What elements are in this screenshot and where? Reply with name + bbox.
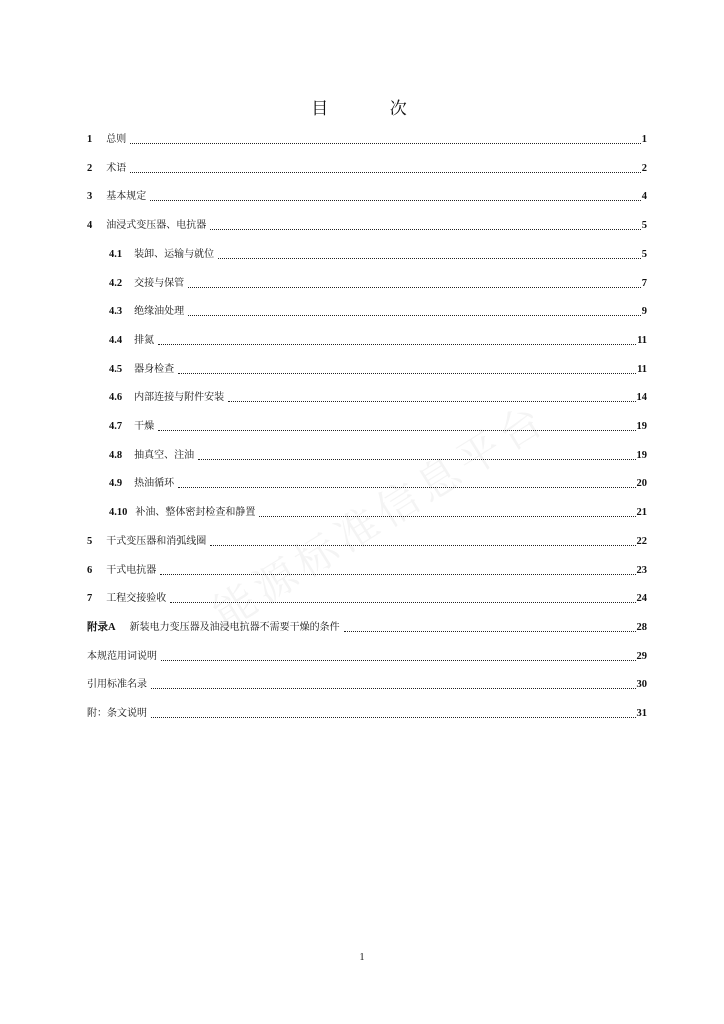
toc-leader-dots (158, 342, 636, 345)
toc-entry-page: 24 (636, 593, 647, 605)
toc-entry-number: 4.1 (109, 248, 123, 260)
toc-leader-dots (228, 399, 635, 402)
toc-entry-number: 4.3 (109, 306, 123, 318)
toc-entry-label: 器身检查 (134, 363, 175, 375)
toc-entry-number: 4.7 (109, 421, 123, 432)
toc-entry-page: 2 (641, 162, 647, 174)
toc-entry-page: 14 (636, 392, 647, 404)
toc-entry-number: 7 (87, 593, 93, 605)
toc-entry-label: 绝缘油处理 (134, 306, 185, 318)
toc-entry-label: 新装电力变压器及油浸电抗器不需要干燥的条件 (129, 621, 340, 633)
toc-leader-dots (170, 600, 635, 603)
toc-entry[interactable] (109, 275, 647, 291)
toc-entry-page: 5 (641, 248, 647, 260)
toc-leader-dots (210, 543, 635, 546)
toc-entry-label: 补油、整体密封检查和静置 (135, 507, 256, 519)
toc-leader-dots (188, 285, 641, 288)
toc-entry-label: 抽真空、注油 (134, 449, 195, 461)
toc-entry-page: 19 (636, 449, 647, 461)
toc-entry-number: 4.9 (109, 478, 123, 490)
toc-entry[interactable] (87, 676, 647, 692)
toc-entry-label: 干燥 (134, 421, 155, 432)
toc-entry[interactable] (109, 246, 647, 262)
toc-leader-dots (178, 371, 636, 374)
toc-entry-number: 附录A (87, 621, 116, 633)
toc-entry-number: 4.4 (109, 334, 123, 346)
toc-entry-label: 干式变压器和消弧线圈 (106, 535, 207, 547)
toc-entry[interactable] (109, 418, 647, 434)
toc-entry-label: 装卸、运输与就位 (134, 248, 215, 260)
toc-entry[interactable] (109, 303, 647, 319)
toc-entry[interactable] (87, 705, 647, 721)
toc-leader-dots (188, 313, 641, 316)
toc-entry-number: 4.5 (109, 363, 123, 375)
toc-entry-number: 4.6 (109, 392, 123, 404)
toc-entry[interactable] (87, 619, 647, 635)
toc-entry-label: 附：条文说明 (87, 708, 147, 719)
toc-entry-label: 引用标准名录 (87, 679, 147, 691)
toc-entry[interactable] (87, 131, 647, 147)
toc-entry[interactable] (109, 447, 647, 463)
toc-entry-page: 30 (636, 679, 647, 691)
toc-leader-dots (161, 658, 636, 661)
toc-entry-page: 22 (636, 535, 647, 547)
toc-entry-label: 交接与保管 (134, 277, 185, 289)
toc-entry-page: 19 (636, 421, 647, 432)
toc-leader-dots (151, 715, 636, 718)
toc-entry-page: 4 (641, 191, 647, 203)
toc-entry[interactable] (87, 188, 647, 204)
toc-leader-dots (150, 198, 641, 201)
toc-entry-page: 31 (636, 708, 647, 719)
toc-entry-label: 热油循环 (134, 478, 175, 490)
toc-entry-label: 油浸式变压器、电抗器 (106, 220, 207, 232)
toc-leader-dots (218, 256, 641, 259)
toc-entry-page: 29 (636, 650, 647, 662)
page-number: 1 (359, 952, 365, 963)
toc-entry-label: 基本规定 (106, 191, 147, 203)
toc-entry-number: 6 (87, 564, 93, 576)
toc-entry-label: 总则 (106, 134, 127, 145)
toc-entry-number: 4.2 (109, 277, 123, 289)
toc-entry-page: 1 (641, 134, 647, 145)
toc-entry-label: 内部连接与附件安装 (134, 392, 225, 404)
toc-entry[interactable] (87, 590, 647, 606)
toc-leader-dots (151, 686, 636, 689)
toc-entry-page: 5 (641, 220, 647, 232)
toc-leader-dots (130, 170, 641, 173)
toc-entry[interactable] (109, 389, 647, 405)
toc-entry-number: 5 (87, 535, 93, 547)
toc-entry-page: 7 (641, 277, 647, 289)
toc-entry-page: 20 (636, 478, 647, 490)
toc-entry-page: 11 (637, 334, 647, 346)
toc-entry-page: 23 (636, 564, 647, 576)
toc-entry-page: 11 (637, 363, 647, 375)
toc-entry-number: 4.10 (109, 507, 128, 519)
toc-leader-dots (178, 485, 635, 488)
toc-entry[interactable] (109, 475, 647, 491)
toc-entry[interactable] (109, 332, 647, 348)
toc-entry-label: 排氮 (134, 334, 155, 346)
toc-entry-page: 21 (636, 507, 647, 519)
toc-leader-dots (259, 514, 635, 517)
toc-entry[interactable] (109, 504, 647, 520)
toc-entry[interactable] (87, 533, 647, 549)
toc-entry-number: 3 (87, 191, 93, 203)
toc-entry[interactable] (87, 648, 647, 664)
toc-title: 目 次 (311, 99, 435, 119)
toc-entry[interactable] (109, 361, 647, 377)
toc-entry[interactable] (87, 562, 647, 578)
toc-entry-label: 工程交接验收 (106, 593, 167, 605)
toc-leader-dots (198, 457, 635, 460)
toc-entry-number: 2 (87, 162, 93, 174)
toc-leader-dots (210, 227, 641, 230)
toc-entry-label: 干式电抗器 (106, 564, 157, 576)
toc-entry-label: 本规范用词说明 (87, 650, 157, 662)
toc-leader-dots (160, 572, 635, 575)
toc-entry-page: 9 (641, 306, 647, 318)
toc-entry-number: 1 (87, 134, 93, 145)
toc-entry-number: 4 (87, 220, 93, 232)
toc-entry-number: 4.8 (109, 449, 123, 461)
toc-entry-page: 28 (636, 621, 647, 633)
toc-entry[interactable] (87, 160, 647, 176)
toc-leader-dots (344, 629, 636, 632)
toc-leader-dots (158, 428, 635, 431)
toc-entry[interactable] (87, 217, 647, 233)
toc-entry-label: 术语 (106, 162, 127, 174)
toc-leader-dots (130, 141, 641, 144)
